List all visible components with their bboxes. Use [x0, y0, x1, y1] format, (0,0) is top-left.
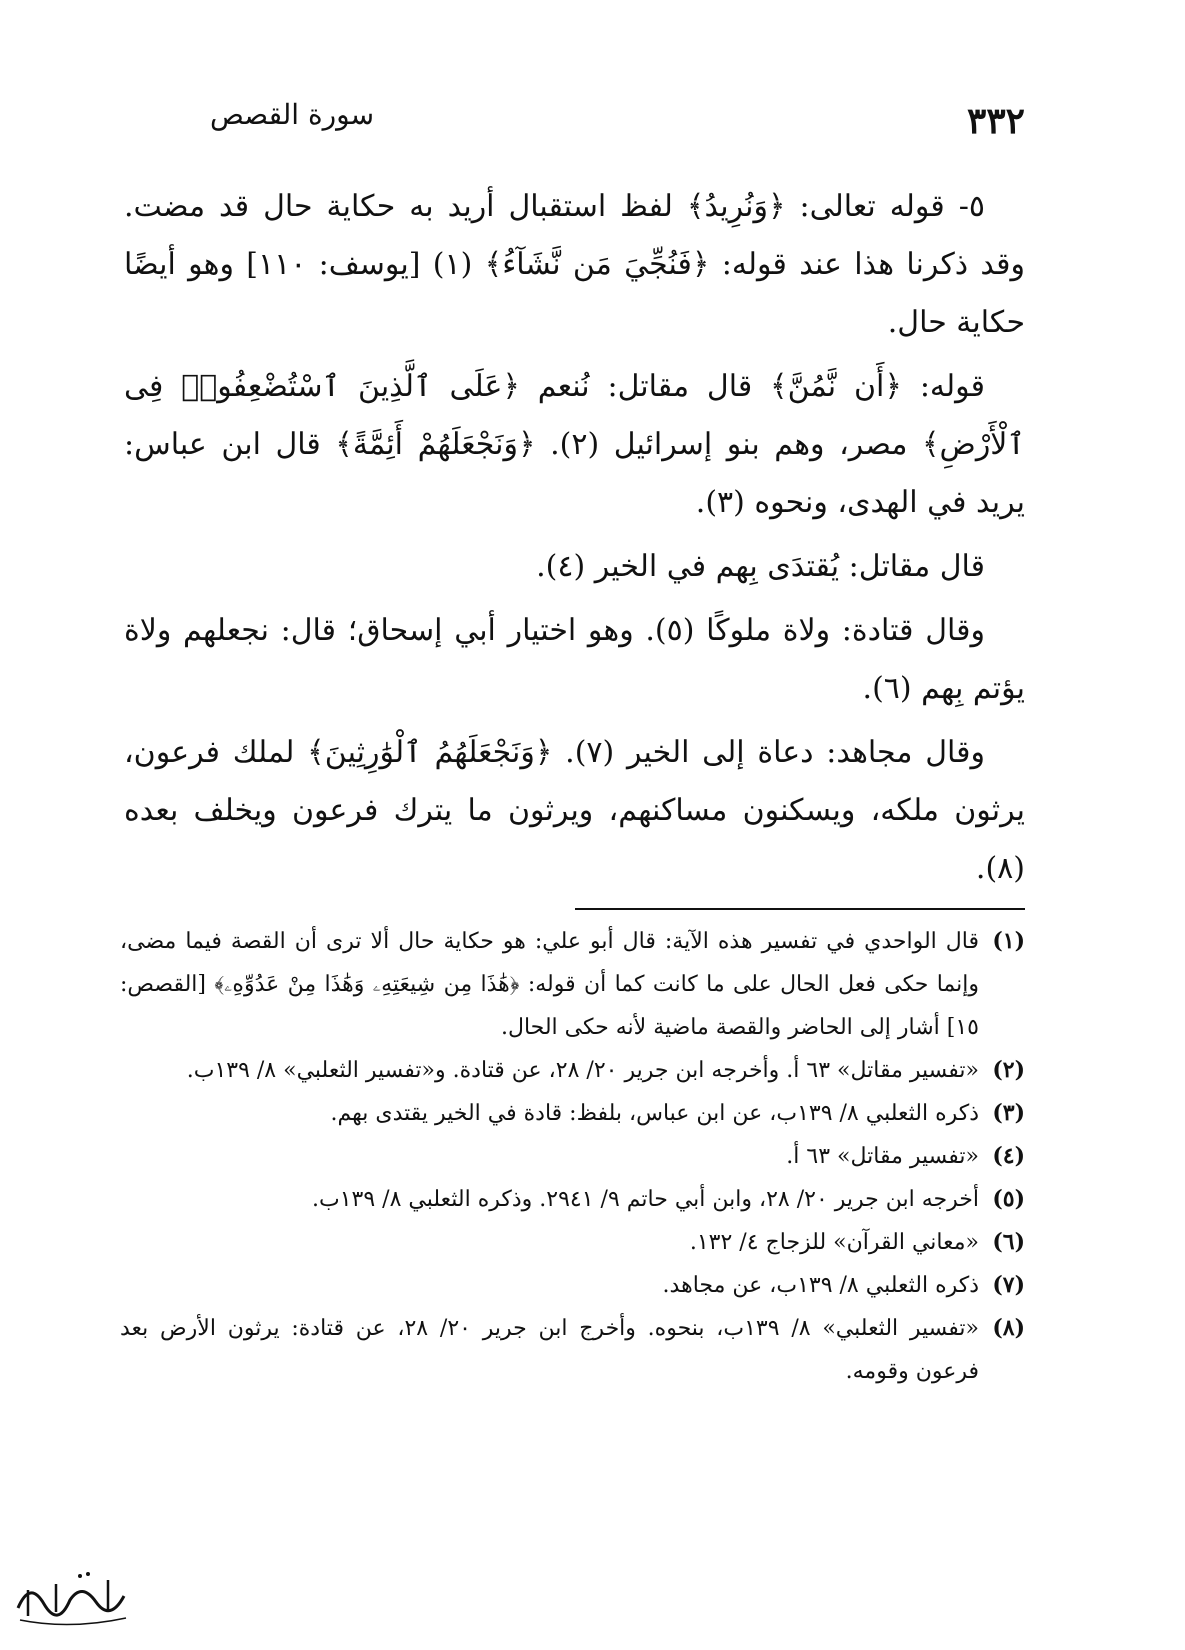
footnote-text: ذكره الثعلبي ٨/ ١٣٩ب، عن ابن عباس، بلفظ: قادة في الخير يقتدى بهم. [330, 1101, 979, 1126]
footnote-text: «معاني القرآن» للزجاج ٤/ ١٣٢. [689, 1230, 979, 1255]
footnote-number: (٥) [992, 1186, 1025, 1212]
footnote [120, 1092, 1025, 1135]
page-header [180, 92, 1025, 152]
footnote [120, 920, 1025, 1049]
footnotes [120, 920, 1025, 1393]
footnote-number: (١) [992, 928, 1025, 954]
footnote-separator [575, 908, 1025, 910]
footnote-text: أخرجه ابن جرير ٢٠/ ٢٨، وابن أبي حاتم ٩/ ٢٩٤١. وذكره الثعلبي ٨/ ١٣٩ب. [312, 1187, 979, 1212]
running-title: سورة القصص [210, 98, 375, 131]
main-text [124, 178, 1025, 904]
footnote [120, 1221, 1025, 1264]
footnote [120, 1178, 1025, 1221]
footnote-text: «تفسير مقاتل» ٦٣ أ. وأخرجه ابن جرير ٢٠/ ٢٨، عن قتادة. و«تفسير الثعلبي» ٨/ ١٣٩ب. [186, 1058, 979, 1083]
footnote-text: «تفسير مقاتل» ٦٣ أ. [786, 1144, 979, 1169]
paragraph: وقال قتادة: ولاة ملوكًا (٥). وهو اختيار أبي إسحاق؛ قال: نجعلهم ولاة يؤتم بِهم (٦). [124, 613, 1025, 706]
footnote-number: (٦) [992, 1229, 1025, 1255]
publisher-logo [10, 1560, 135, 1630]
footnote [120, 1135, 1025, 1178]
footnote-text: ذكره الثعلبي ٨/ ١٣٩ب، عن مجاهد. [662, 1273, 979, 1298]
paragraph: وقال مجاهد: دعاة إلى الخير (٧). ﴿وَنَجْعَلَهُمُ ٱلْوَٰرِثِينَ﴾ لملك فرعون، يرثون ملكه، ويسكنون مساكنهم، ويرثون ما يترك فرعون ويخلف بعده (٨). [124, 735, 1025, 886]
footnote-number: (٣) [992, 1100, 1025, 1126]
footnote [120, 1307, 1025, 1393]
footnote-number: (٢) [992, 1057, 1025, 1083]
footnote [120, 1264, 1025, 1307]
paragraph: قال مقاتل: يُقتدَى بِهم في الخير (٤). [536, 549, 985, 584]
footnote-text: «تفسير الثعلبي» ٨/ ١٣٩ب، بنحوه. وأخرج ابن جرير ٢٠/ ٢٨، عن قتادة: يرثون الأرض بعد فرعون وقومه. [120, 1316, 980, 1384]
paragraph: ٥- قوله تعالى: ﴿وَنُرِيدُ﴾ لفظ استقبال أريد به حكاية حال قد مضت. وقد ذكرنا هذا عند قوله: ﴿فَنُجِّيَ مَن نَّشَآءُ﴾ (١) [يوسف: ١١٠] وهو أيضًا حكاية حال. [124, 189, 1025, 340]
footnote [120, 1049, 1025, 1092]
page-number: ٣٣٢ [966, 100, 1025, 142]
footnote-number: (٨) [992, 1315, 1025, 1341]
footnote-number: (٧) [992, 1272, 1025, 1298]
footnote-text: قال الواحدي في تفسير هذه الآية: قال أبو علي: هو حكاية حال ألا ترى أن القصة فيما مضى، وإنما حكى فعل الحال على ما كانت كما أن قوله: ﴿هَٰذَا مِن شِيعَتِهِۦ وَهَٰذَا مِنْ عَدُوِّهِۦ﴾ [القصص: ١٥] أشار إلى الحاضر والقصة ماضية لأنه حكى الحال. [120, 929, 979, 1040]
footnote-number: (٤) [992, 1143, 1025, 1169]
paragraph: قوله: ﴿أَن نَّمُنَّ﴾ قال مقاتل: نُنعم ﴿عَلَى ٱلَّذِينَ ٱسْتُضْعِفُوا۟ فِى ٱلْأَرْضِ﴾ مصر، وهم بنو إسرائيل (٢). ﴿وَنَجْعَلَهُمْ أَئِمَّةً﴾ قال ابن عباس: يريد في الهدى، ونحوه (٣). [124, 369, 1025, 520]
